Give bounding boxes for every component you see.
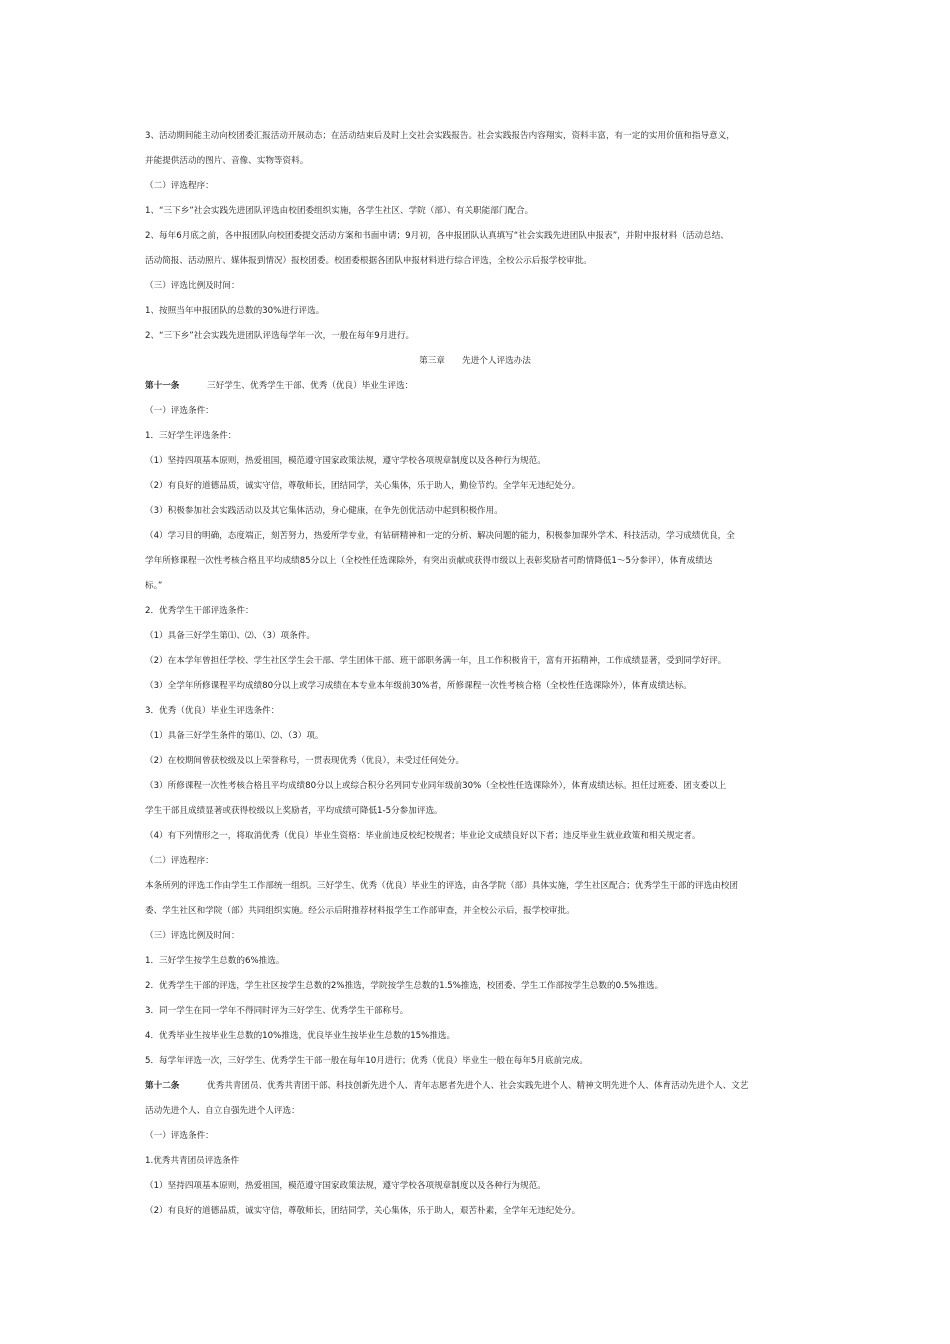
paragraph-line: 1、按照当年申报团队的总数的30%进行评选。	[145, 306, 325, 316]
paragraph-line: 学生干部且成绩显著或获得校级以上奖励者，平均成绩可降低1-5分参加评选。	[145, 806, 443, 816]
article-label: 第十二条	[145, 1081, 180, 1091]
paragraph-line: （1）具备三好学生第⑴、⑵、（3）项条件。	[145, 631, 315, 641]
paragraph-line: （4）有下列情形之一，将取消优秀（优良）毕业生资格：毕业前违反校纪校规者；毕业论文成绩良好以下者；违反毕业生就业政策和相关规定者。	[145, 831, 701, 841]
article-line	[145, 1080, 810, 1092]
paragraph-line: 标。”	[145, 581, 163, 591]
paragraph-line: （2）在本学年曾担任学校、学生社区学生会干部、学生团体干部、班干部职务满一年，且工作积极肯干，富有开拓精神，工作成绩显著，受到同学好评。	[145, 656, 727, 666]
section-heading: （二）评选程序：	[145, 181, 214, 191]
article-line	[145, 380, 810, 392]
subsection-heading: 3．优秀（优良）毕业生评选条件：	[145, 706, 280, 716]
paragraph-line: 学年所修课程一次性考核合格且平均成绩85分以上（全校性任选课除外，有突出贡献或获得市级以上表彰奖励者可酌情降低1～5分参评），体育成绩达	[145, 556, 713, 566]
section-heading: （一）评选条件：	[145, 406, 214, 416]
section-heading: （二）评选程序：	[145, 856, 214, 866]
subsection-heading: 1．三好学生评选条件：	[145, 431, 237, 441]
paragraph-line: 活动先进个人、自立自强先进个人评选：	[145, 1106, 300, 1116]
paragraph-line: 2．优秀学生干部的评选，学生社区按学生总数的2%推选，学院按学生总数的1.5%推选，校团委、学生工作部按学生总数的0.5%推选。	[145, 981, 664, 991]
paragraph-line: 3、活动期间能主动向校团委汇报活动开展动态；在活动结束后及时上交社会实践报告。社会实践报告内容翔实，资料丰富，有一定的实用价值和指导意义，	[145, 131, 735, 141]
article-text: 优秀共青团员、优秀共青团干部、科技创新先进个人、青年志愿者先进个人、社会实践先进个人、精神文明先进个人、体育活动先进个人、文艺	[207, 1081, 749, 1091]
paragraph-line: （1）具备三好学生条件的第⑴、⑵、（3）项。	[145, 731, 324, 741]
paragraph-line: 委、学生社区和学院（部）共同组织实施。经公示后附推荐材料报学生工作部审查，并全校公示后，报学校审批。	[145, 906, 575, 916]
subsection-heading: 1.优秀共青团员评选条件	[145, 1156, 240, 1166]
paragraph-line: （2）有良好的道德品质，诚实守信，尊敬师长，团结同学，关心集体，乐于助人，勤俭节约。全学年无违纪处分。	[145, 481, 581, 491]
article-text: 三好学生、优秀学生干部、优秀（优良）毕业生评选：	[207, 381, 414, 391]
paragraph-line: 3．同一学生在同一学年不得同时评为三好学生、优秀学生干部称号。	[145, 1006, 409, 1016]
paragraph-line: 5．每学年评选一次，三好学生、优秀学生干部一般在每年10月进行；优秀（优良）毕业生一般在每年5月底前完成。	[145, 1056, 588, 1066]
paragraph-line: 2、“三下乡”社会实践先进团队评选每学年一次，一般在每年9月进行。	[145, 331, 415, 341]
section-heading: （一）评选条件：	[145, 1131, 214, 1141]
paragraph-line: 1、“三下乡”社会实践先进团队评选由校团委组织实施，各学生社区、学院（部）、有关职能部门配合。	[145, 206, 534, 216]
article-label: 第十一条	[145, 381, 180, 391]
paragraph-line: （3）全学年所修课程平均成绩80分以上或学习成绩在本专业本年级前30%者，所修课程一次性考核合格（全校性任选课除外），体育成绩达标。	[145, 681, 692, 691]
section-heading: （三）评选比例及时间：	[145, 931, 240, 941]
paragraph-line: （3）积极参加社会实践活动以及其它集体活动，身心健康，在争先创优活动中起到积极作用。	[145, 506, 503, 516]
paragraph-line: 并能提供活动的图片、音像、实物等资料。	[145, 156, 309, 166]
paragraph-line: 1．三好学生按学生总数的6%推选。	[145, 956, 285, 966]
paragraph-line: （4）学习目的明确，态度端正，刻苦努力，热爱所学专业，有钻研精神和一定的分析、解决问题的能力，积极参加课外学术、科技活动，学习成绩优良，全	[145, 531, 735, 541]
chapter-title: 第三章 先进个人评选办法	[419, 356, 531, 366]
subsection-heading: 2．优秀学生干部评选条件：	[145, 606, 254, 616]
paragraph-line: 活动简报、活动照片、媒体报到情况）报校团委。校团委根据各团队申报材料进行综合评选，全校公示后报学校审批。	[145, 256, 592, 266]
paragraph-line: 2、每年6月底之前，各申报团队向校团委提交活动方案和书面申请；9月初，各申报团队认真填写“社会实践先进团队申报表”，并附申报材料（活动总结、	[145, 231, 729, 241]
paragraph-line: （1）坚持四项基本原则，热爱祖国，模范遵守国家政策法规，遵守学校各项规章制度以及各种行为规范。	[145, 1181, 546, 1191]
paragraph-line: （1）坚持四项基本原则，热爱祖国，模范遵守国家政策法规，遵守学校各项规章制度以及各种行为规范。	[145, 456, 546, 466]
paragraph-line: （3）所修课程一次性考核合格且平均成绩80分以上或综合积分名列同专业同年级前30%（全校性任选课除外），体育成绩达标。担任过班委、团支委以上	[145, 781, 727, 791]
paragraph-line: （2）在校期间曾获校级及以上荣誉称号，一贯表现优秀（优良），未受过任何处分。	[145, 756, 465, 766]
section-heading: （三）评选比例及时间：	[145, 281, 240, 291]
paragraph-line: 4．优秀毕业生按毕业生总数的10%推选，优良毕业生按毕业生总数的15%推选。	[145, 1031, 456, 1041]
paragraph-line: 本条所列的评选工作由学生工作部统一组织。三好学生、优秀（优良）毕业生的评选，由各学院（部）具体实施，学生社区配合；优秀学生干部的评选由校团	[145, 881, 738, 891]
paragraph-line: （2）有良好的道德品质，诚实守信，尊敬师长，团结同学，关心集体，乐于助人，艰苦朴素，全学年无违纪处分。	[145, 1206, 581, 1216]
